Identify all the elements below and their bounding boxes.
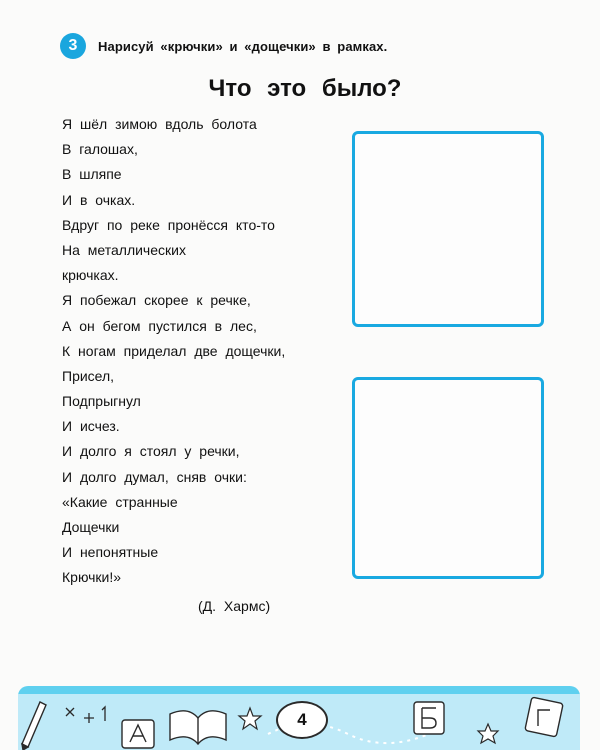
poem-text (62, 112, 285, 591)
poem-line: И исчез. (62, 418, 120, 435)
letter-b-icon (414, 702, 444, 734)
poem-line: И долго я стоял у речки, (62, 443, 240, 460)
pencil-icon (22, 702, 46, 750)
poem-line: В галошах, (62, 141, 138, 158)
drawing-frame-hooks[interactable] (352, 131, 544, 327)
task-header (60, 31, 387, 61)
star-icon (239, 708, 261, 729)
poem-line: Крючки!» (62, 569, 122, 586)
task-number-badge: 3 (60, 33, 86, 59)
drawing-frame-boards[interactable] (352, 377, 544, 579)
star-icon-2 (478, 724, 498, 743)
poem-line: И в очках. (62, 191, 136, 208)
book-icon (170, 711, 226, 744)
poem-title: Что это было? (208, 75, 402, 102)
poem-line: К ногам приделал две дощечки, (62, 342, 286, 359)
poem-line: В шляпе (62, 166, 122, 183)
task-instruction: Нарисуй «крючки» и «дощечки» в рамках. (98, 38, 388, 54)
poem-line: А он бегом пустился в лес, (62, 317, 257, 334)
letter-a-icon (122, 720, 154, 748)
poem-line: И долго думал, сняв очки: (62, 468, 247, 485)
poem-line: И непонятные (62, 544, 159, 561)
poem-line: Я побежал скорее к речке, (62, 292, 251, 309)
poem-line: «Какие странные (62, 493, 178, 510)
poem-author: (Д. Хармс) (198, 598, 271, 614)
math-signs-icon (66, 707, 105, 723)
poem-line: Вдруг по реке пронёсся кто-то (62, 216, 275, 233)
page-number: 4 (276, 701, 328, 739)
poem-line: Присел, (62, 367, 115, 384)
poem-line: Подпрыгнул (62, 393, 141, 410)
poem-line: крючках. (62, 267, 119, 284)
poem-line: На металлических (62, 241, 186, 258)
poem-line: Дощечки (62, 519, 120, 535)
letter-g-icon (525, 697, 563, 737)
poem-line: Я шёл зимою вдоль болота (62, 116, 257, 132)
